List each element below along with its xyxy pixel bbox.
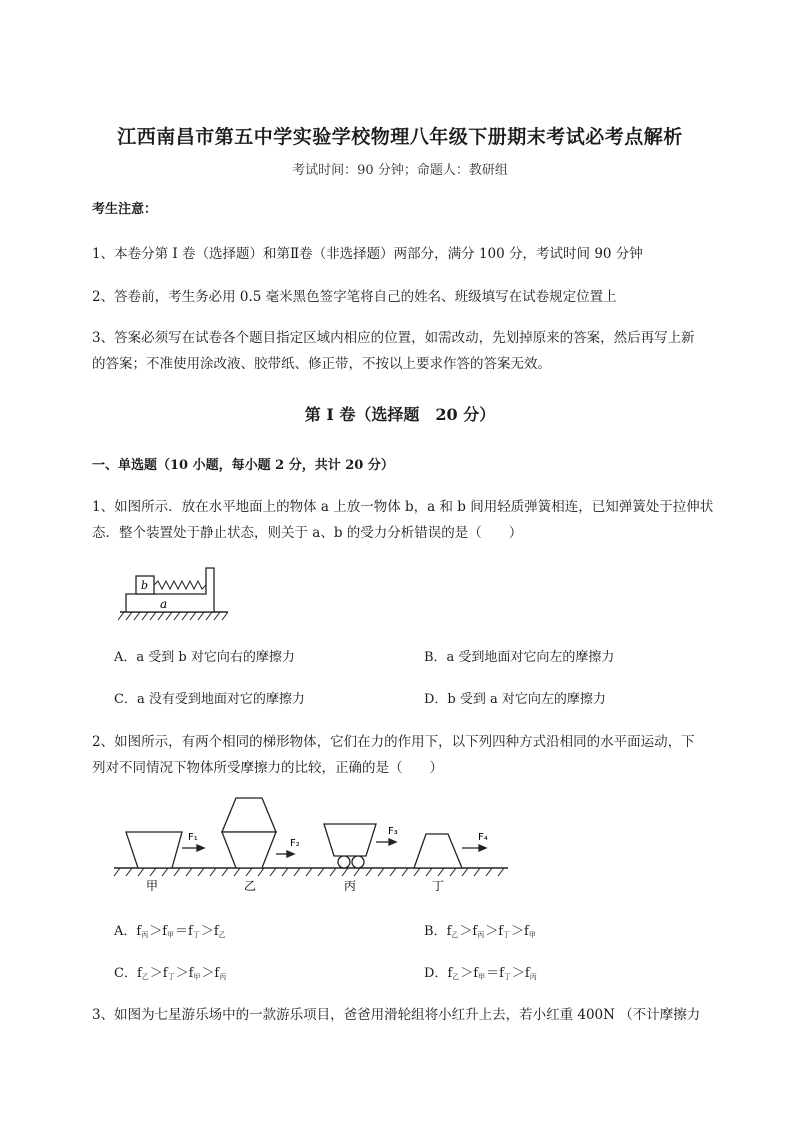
subscript: 丙 bbox=[529, 973, 537, 981]
notice-item-1: 1、本卷分第 I 卷（选择题）和第Ⅱ卷（非选择题）两部分，满分 100 分，考试时间 90 分钟 bbox=[92, 246, 643, 262]
subscript: 丙 bbox=[141, 931, 149, 939]
q2-option-c-prefix: C． bbox=[114, 966, 137, 981]
label-F2: F₂ bbox=[290, 838, 300, 849]
subscript: 甲 bbox=[193, 973, 201, 981]
notice-item-3: 3、答案必须写在试卷各个题目指定区域内相应的位置，如需改动，先划掉原来的答案，然后再写上新 bbox=[92, 330, 695, 346]
f-symbol: f bbox=[136, 924, 142, 939]
subscript: 丙 bbox=[477, 931, 485, 939]
question-2-line-1: 2、如图所示，有两个相同的梯形物体，它们在力的作用下，以下列四种方式沿相同的水平面运动，下 bbox=[92, 734, 695, 750]
subscript: 甲 bbox=[478, 973, 486, 981]
page-title: 江西南昌市第五中学实验学校物理八年级下册期末考试必考点解析 bbox=[117, 126, 683, 148]
part-heading: 一、单选题（10 小题，每小题 2 分，共计 20 分） bbox=[92, 458, 394, 473]
subscript: 甲 bbox=[167, 931, 175, 939]
q2-option-a[interactable] bbox=[114, 920, 227, 940]
relation: ＞f bbox=[459, 924, 478, 939]
subscript: 丁 bbox=[192, 931, 200, 939]
relation: ＝f bbox=[175, 924, 193, 939]
subscript: 乙 bbox=[141, 973, 149, 981]
question-2-figure bbox=[110, 790, 510, 894]
relation: ＞f bbox=[200, 924, 219, 939]
label-ding: 丁 bbox=[432, 879, 445, 893]
label-F1: F₁ bbox=[188, 832, 198, 843]
question-2-line-2: 列对不同情况下物体所受摩擦力的比较，正确的是（ ） bbox=[92, 760, 443, 776]
relation: ＞f bbox=[511, 924, 529, 939]
subscript: 丁 bbox=[167, 973, 175, 981]
relation: ＞f bbox=[201, 966, 220, 981]
relation: ＞f bbox=[149, 966, 168, 981]
relation: ＞f bbox=[175, 966, 194, 981]
label-F4: F₄ bbox=[478, 832, 488, 843]
notice-item-2: 2、答卷前，考生务必用 0.5 毫米黑色签字笔将自己的姓名、班级填写在试卷规定位置上 bbox=[92, 289, 617, 305]
subscript: 乙 bbox=[451, 931, 459, 939]
label-a: a bbox=[160, 597, 168, 611]
f-symbol: f bbox=[446, 924, 452, 939]
label-jia: 甲 bbox=[146, 879, 159, 893]
q2-option-c[interactable] bbox=[114, 962, 227, 982]
subscript: 乙 bbox=[452, 973, 460, 981]
subscript: 丁 bbox=[503, 973, 511, 981]
q1-option-b[interactable]: B．a 受到地面对它向左的摩擦力 bbox=[424, 650, 615, 665]
relation: ＞f bbox=[460, 966, 479, 981]
label-F3: F₃ bbox=[388, 826, 398, 837]
notice-heading: 考生注意： bbox=[92, 202, 158, 217]
f-symbol: f bbox=[447, 966, 453, 981]
question-1-line-1: 1、如图所示．放在水平地面上的物体 a 上放一物体 b，a 和 b 间用轻质弹簧相连，已知弹簧处于拉伸状 bbox=[92, 499, 714, 515]
label-yi: 乙 bbox=[244, 879, 257, 893]
label-b: b bbox=[141, 579, 149, 592]
subscript: 丙 bbox=[219, 973, 227, 981]
section-title: 第 I 卷（选择题 20 分） bbox=[304, 405, 496, 424]
question-1-line-2: 态．整个装置处于静止状态，则关于 a、b 的受力分析错误的是（ ） bbox=[92, 525, 523, 541]
q2-option-d-prefix: D． bbox=[424, 966, 448, 981]
q2-option-b[interactable] bbox=[424, 920, 537, 940]
f-symbol: f bbox=[136, 966, 142, 981]
q1-option-a[interactable]: A．a 受到 b 对它向右的摩擦力 bbox=[114, 650, 295, 665]
q2-option-d[interactable] bbox=[424, 962, 538, 982]
q1-option-d[interactable]: D．b 受到 a 对它向左的摩擦力 bbox=[424, 692, 606, 707]
label-bing: 丙 bbox=[344, 879, 357, 893]
relation: ＞f bbox=[511, 966, 530, 981]
question-3-line-1: 3、如图为七星游乐场中的一款游乐项目，爸爸用滑轮组将小红升上去，若小红重 400N （不计摩擦力 bbox=[92, 1007, 701, 1023]
q2-option-a-prefix: A． bbox=[114, 924, 137, 939]
relation: ＞f bbox=[149, 924, 168, 939]
exam-info: 考试时间：90 分钟；命题人：教研组 bbox=[292, 163, 508, 178]
subscript: 甲 bbox=[528, 931, 536, 939]
subscript: 丁 bbox=[503, 931, 510, 939]
notice-item-3-cont: 的答案；不准使用涂改液、胶带纸、修正带，不按以上要求作答的答案无效。 bbox=[92, 356, 551, 372]
relation: ＝f bbox=[486, 966, 504, 981]
question-1-figure bbox=[118, 560, 230, 622]
q1-option-c[interactable]: C．a 没有受到地面对它的摩擦力 bbox=[114, 692, 305, 707]
q2-option-b-prefix: B． bbox=[424, 924, 447, 939]
subscript: 乙 bbox=[218, 931, 226, 939]
relation: ＞f bbox=[485, 924, 503, 939]
